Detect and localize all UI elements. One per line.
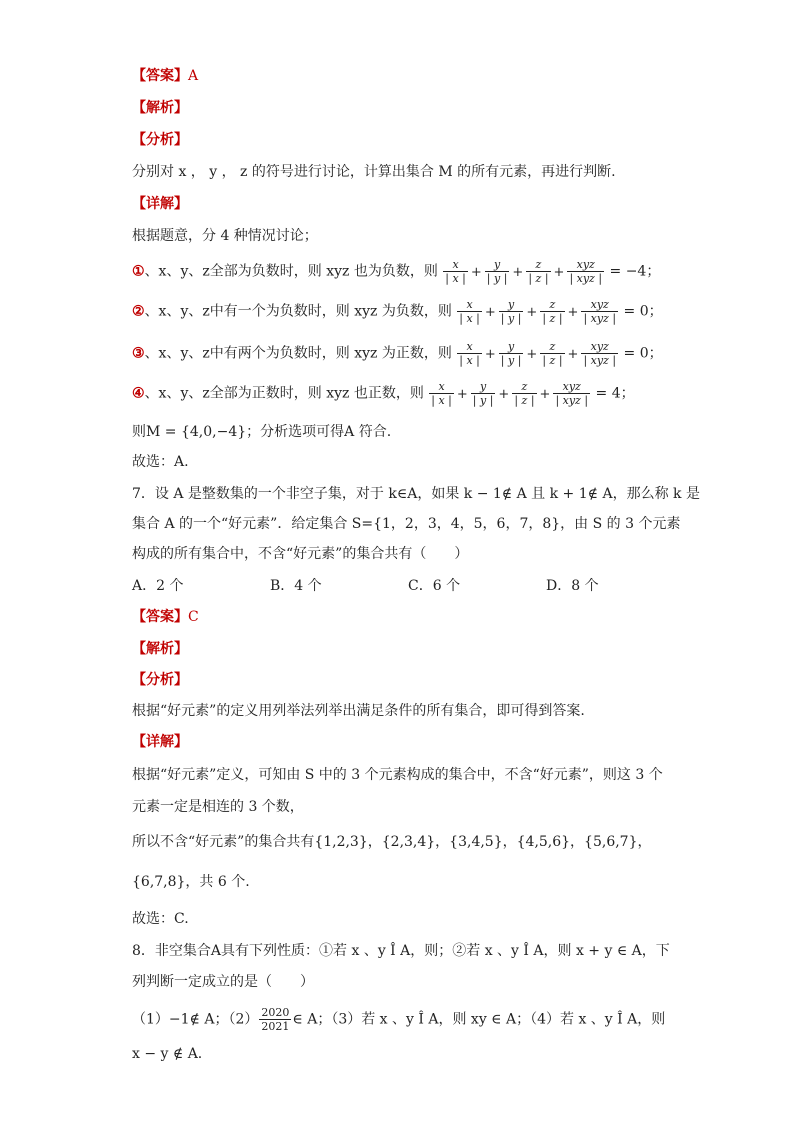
q6-answer (132, 66, 198, 86)
conclusion: 则M = {4,0,−4}；分析选项可得A 符合. (132, 424, 392, 440)
fenxi-tag: 【分析】 (132, 132, 188, 148)
option-b: B．4 个 (270, 578, 322, 594)
q8-line2: 列判断一定成立的是（ ） (132, 974, 314, 990)
case-3: ③、x、y、z中有两个为负数时，则 xyz 为正数，则 $\frac{x}{| x |}$ + $\frac{y}{| y |}$ + $\frac{z}{| z |}$ + $\frac{\text{xyz}}{\text{| xyz |}}$ = 0； (132, 340, 663, 367)
q7-detail-tag: 【详解】 (132, 734, 188, 750)
q7-final: 故选：C. (132, 911, 189, 927)
q7-detail3: 所以不含“好元素”的集合共有{1,2,3}，{2,3,4}，{3,4,5}，{4,5,6}，{5,6,7}， (132, 834, 652, 850)
q7-line1: 7．设 A 是整数集的一个非空子集，对于 k∈A，如果 k − 1∉ A 且 k + 1∉ A，那么称 k 是 (132, 486, 700, 502)
q7-analysis-tag: 【解析】 (132, 641, 188, 657)
q8-line1: 8．非空集合A具有下列性质：①若 x 、y Î A，则；②若 x 、y Î A，则 x + y ∈ A，下 (132, 943, 670, 959)
q6-final: 故选：A. (132, 454, 189, 470)
q8-line3: （1）−1∉ A；（2） $\frac{2020}{2021}$ ∈ A；（3）若 x 、y Î A，则 xy ∈ A；（4）若 x 、y Î A，则 (132, 1006, 666, 1033)
q7-detail4: {6,7,8}，共 6 个. (132, 874, 250, 890)
q7-detail1: 根据“好元素”定义，可知由 S 中的 3 个元素构成的集合中，不含“好元素”，则这 3 个 (132, 767, 663, 783)
case-4: ④、x、y、z全部为正数时，则 xyz 也正数，则 $\frac{x}{| x |}$ + $\frac{y}{| y |}$ + $\frac{z}{| z |}$ + $\frac{\text{xyz}}{\text{| xyz |}}$ = 4； (132, 380, 635, 407)
option-a: A．2 个 (132, 578, 184, 594)
case-1: ①、x、y、z全部为负数时，则 xyz 也为负数，则 $\frac{x}{| x |}$ + $\frac{y}{| y |}$ + $\frac{z}{| z |}$ + $\frac{\text{xyz}}{\text{| xyz |}}$ = −4； (132, 258, 661, 285)
q8-line4: x − y ∉ A. (132, 1046, 203, 1062)
detail-intro: 根据题意，分 4 种情况讨论； (132, 228, 318, 244)
q7-line3: 构成的所有集合中，不含“好元素”的集合共有（ ） (132, 546, 469, 562)
fraction-2020-2021: $\frac{2020}{2021}$ (261, 1006, 290, 1033)
fenxi-text: 分别对 x ， y ， z 的符号进行讨论，计算出集合 M 的所有元素，再进行判断. (132, 164, 616, 180)
analysis-tag: 【解析】 (132, 100, 188, 116)
case-2: ②、x、y、z中有一个为负数时，则 xyz 为负数，则 $\frac{x}{| x |}$ + $\frac{y}{| y |}$ + $\frac{z}{| z |}$ + $\frac{\text{xyz}}{\text{| xyz |}}$ = 0； (132, 298, 663, 325)
q7-detail2: 元素一定是相连的 3 个数， (132, 799, 304, 815)
detail-tag: 【详解】 (132, 196, 188, 212)
q7-fenxi-text: 根据“好元素”的定义用列举法列举出满足条件的所有集合，即可得到答案. (132, 703, 585, 719)
answer-value: A (188, 68, 199, 84)
q7-line2: 集合 A 的一个“好元素”．给定集合 S={1，2，3，4，5，6，7，8}，由 S 的 3 个元素 (132, 516, 681, 532)
q7-fenxi-tag: 【分析】 (132, 672, 188, 688)
answer-tag: 【答案】 (132, 68, 188, 84)
option-d: D．8 个 (546, 578, 599, 594)
q7-answer: 【答案】C (132, 609, 199, 625)
option-c: C．6 个 (408, 578, 461, 594)
